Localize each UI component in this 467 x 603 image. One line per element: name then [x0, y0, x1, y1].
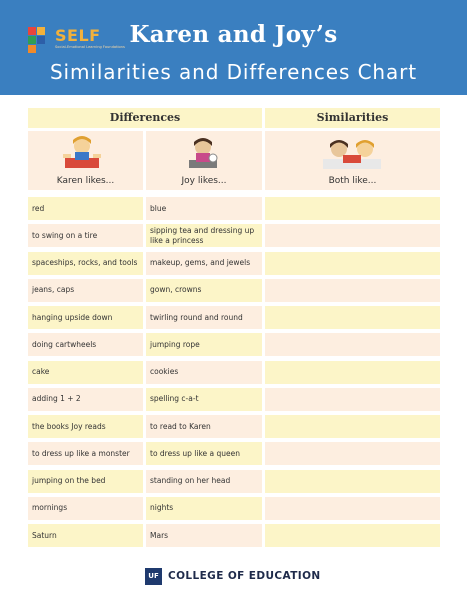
both-cell [265, 306, 440, 329]
karen-cell: red [28, 197, 143, 220]
karen-cell: adding 1 + 2 [28, 388, 143, 411]
joy-cell: jumping rope [146, 333, 262, 356]
both-cell [265, 224, 440, 247]
both-cell [265, 279, 440, 302]
joy-column-header [146, 131, 262, 190]
joy-cell: to dress up like a queen [146, 442, 262, 465]
both-like-label: Both like... [328, 176, 377, 186]
joy-cell: cookies [146, 361, 262, 384]
similarities-header: Similarities [265, 108, 440, 128]
joy-cell: to read to Karen [146, 415, 262, 438]
both-illustration-icon [319, 133, 385, 171]
joy-cell: makeup, gems, and jewels [146, 252, 262, 275]
karen-cell: mornings [28, 497, 143, 520]
karen-cell: hanging upside down [28, 306, 143, 329]
karen-cell: jeans, caps [28, 279, 143, 302]
both-cell [265, 388, 440, 411]
differences-header: Differences [28, 108, 262, 128]
logo-subtitle: Social-Emotional Learning Foundations [55, 45, 125, 49]
both-cell [265, 252, 440, 275]
both-cell [265, 524, 440, 547]
joy-cell: twirling round and round [146, 306, 262, 329]
karen-illustration-icon [61, 134, 103, 170]
karen-column-header [28, 131, 143, 190]
both-cell [265, 361, 440, 384]
joy-cell: blue [146, 197, 262, 220]
both-column-header [265, 131, 440, 190]
karen-cell: the books Joy reads [28, 415, 143, 438]
karen-cell: to dress up like a monster [28, 442, 143, 465]
both-cell [265, 442, 440, 465]
page-footer [0, 568, 467, 590]
both-cell [265, 470, 440, 493]
joy-cell: standing on her head [146, 470, 262, 493]
footer-text: COLLEGE OF EDUCATION [168, 570, 321, 582]
joy-cell: sipping tea and dressing up like a princess [146, 224, 262, 247]
joy-cell: spelling c-a-t [146, 388, 262, 411]
page-title: Karen and Joy’s [129, 21, 338, 48]
joy-cell: Mars [146, 524, 262, 547]
karen-cell: jumping on the bed [28, 470, 143, 493]
joy-cell: gown, crowns [146, 279, 262, 302]
karen-cell: spaceships, rocks, and tools [28, 252, 143, 275]
page-subtitle: Similarities and Differences Chart [49, 60, 418, 84]
karen-cell: doing cartwheels [28, 333, 143, 356]
joy-likes-label: Joy likes... [181, 176, 227, 186]
both-cell [265, 415, 440, 438]
karen-cell: cake [28, 361, 143, 384]
joy-illustration-icon [183, 134, 223, 170]
logo-text: SELF [55, 26, 101, 45]
uf-logo: UF [145, 568, 162, 585]
page-header [0, 0, 467, 95]
karen-likes-label: Karen likes... [56, 176, 115, 186]
both-cell [265, 333, 440, 356]
joy-cell: nights [146, 497, 262, 520]
both-cell [265, 197, 440, 220]
karen-cell: to swing on a tire [28, 224, 143, 247]
karen-cell: Saturn [28, 524, 143, 547]
both-cell [265, 497, 440, 520]
